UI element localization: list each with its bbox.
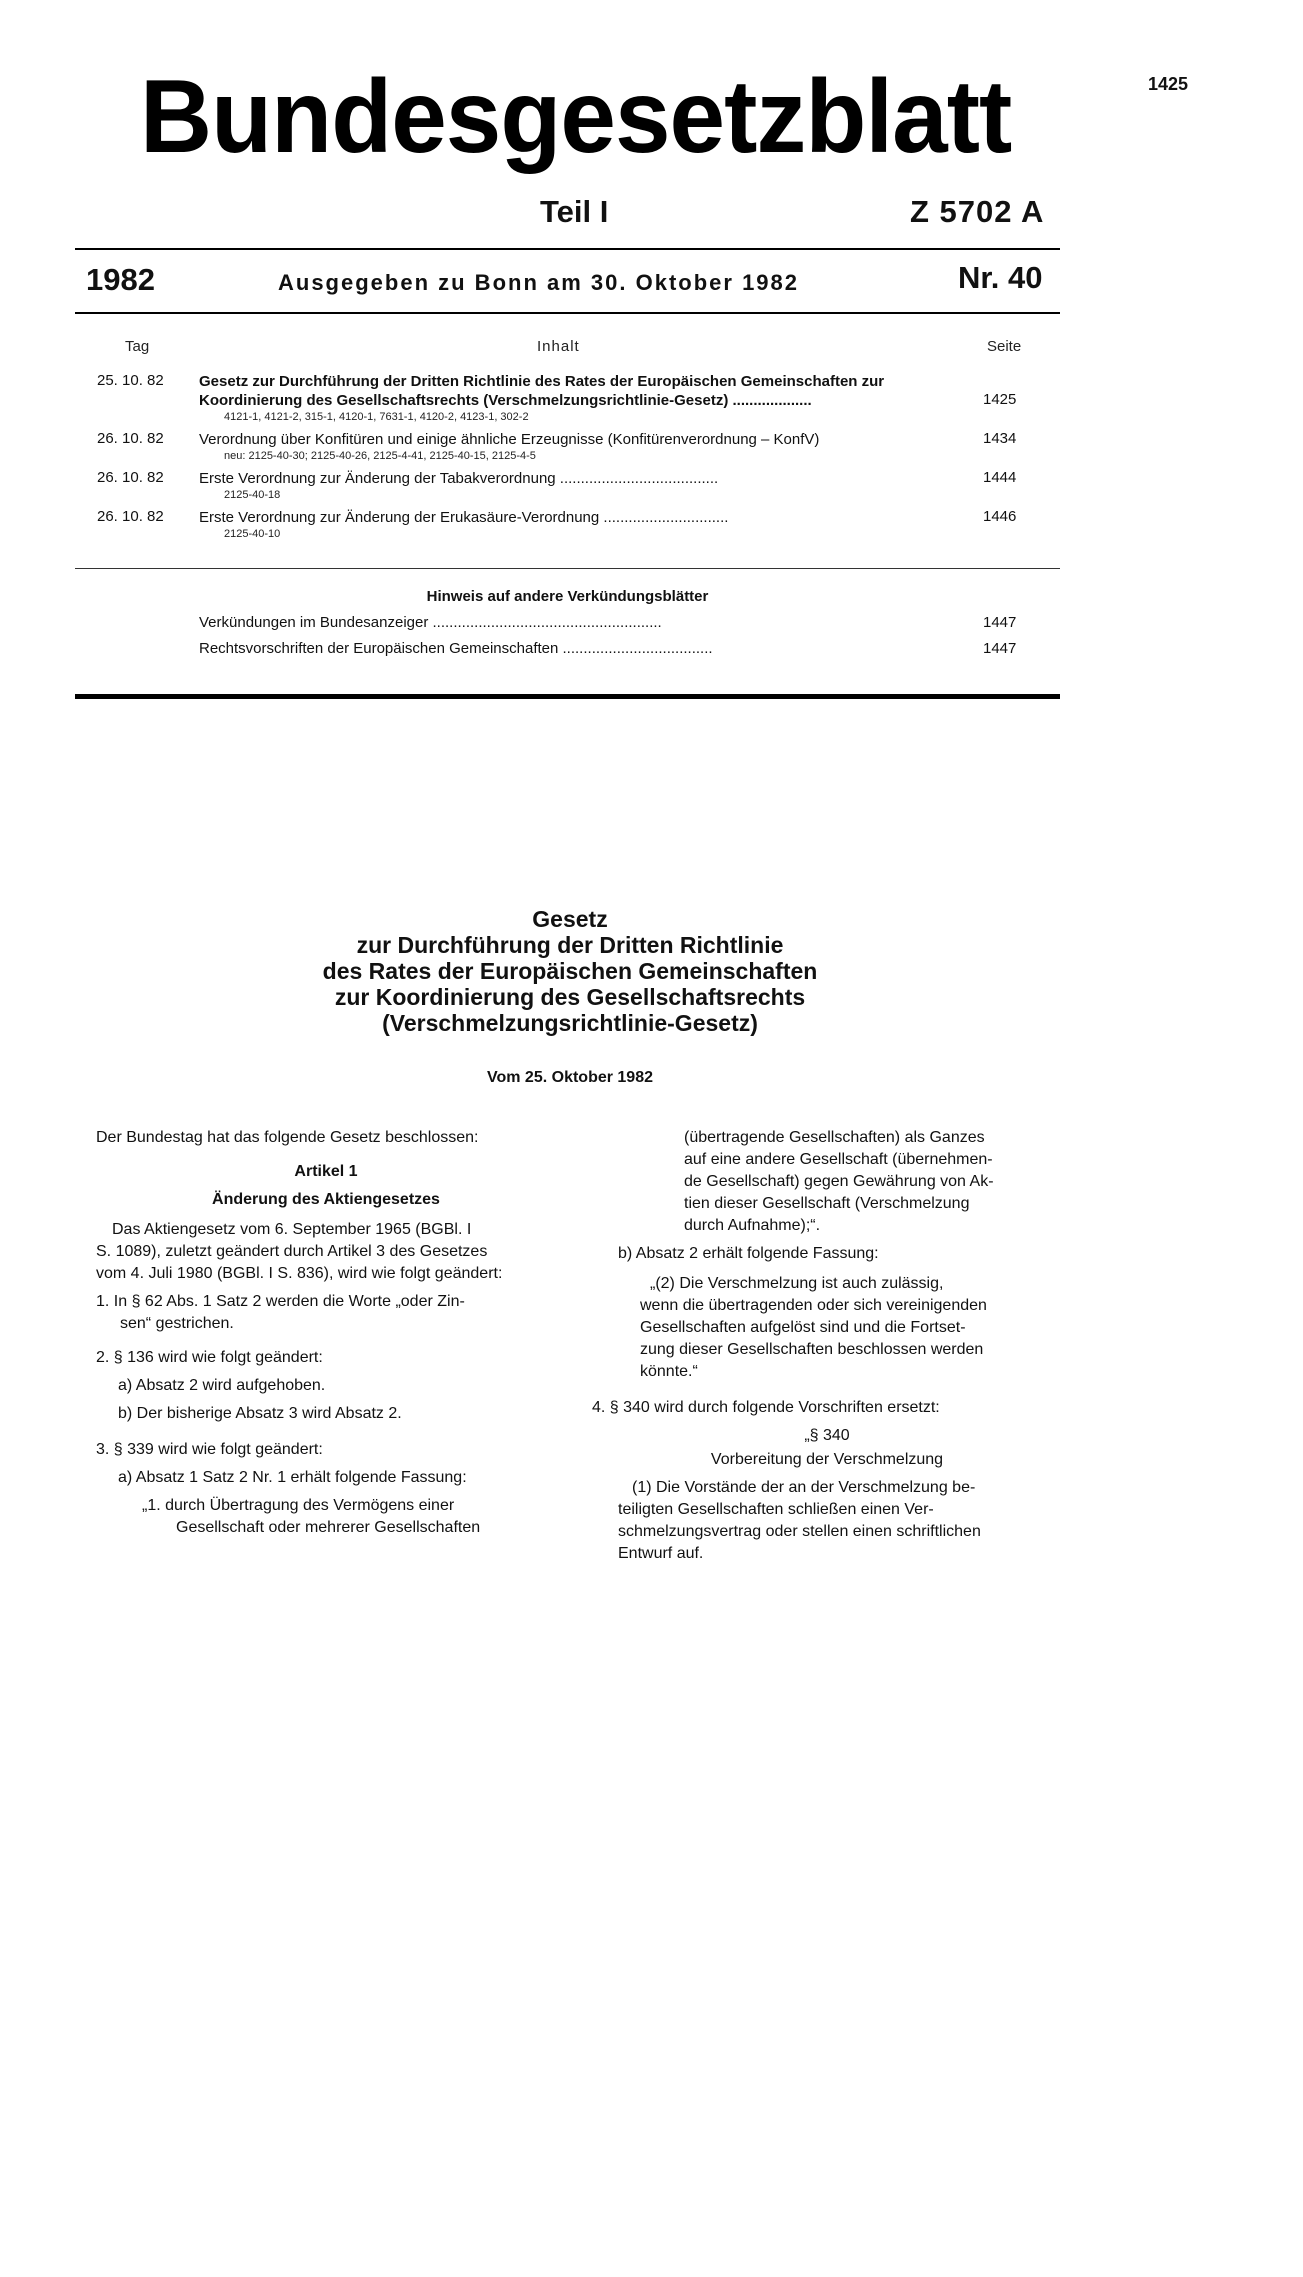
law-title-line: zur Durchführung der Dritten Richtlinie: [356, 932, 784, 958]
left-column: [96, 1127, 556, 1539]
toc-entry: [75, 372, 1060, 424]
sub-item: a) Absatz 2 wird aufgehoben.: [118, 1377, 326, 1394]
quoted-line: zung dieser Gesellschaften beschlossen werden: [640, 1341, 984, 1358]
toc-entry-title: Gesetz zur Durchführung der Dritten Richtlinie des Rates der Europäischen Gemeinschaften zur: [199, 373, 885, 390]
toc-header-page: Seite: [987, 338, 1022, 355]
toc-entry-page: 1446: [983, 508, 1017, 525]
toc-entry-page: 1434: [983, 430, 1017, 447]
paragraph-line: teiligten Gesellschaften schließen einen Ver-: [618, 1501, 934, 1518]
toc-entry: [75, 469, 1060, 502]
toc-entry-codes: 2125-40-18: [224, 489, 281, 501]
toc-entry-codes: neu: 2125-40-30; 2125-40-26, 2125-4-41, 2125-40-15, 2125-4-5: [224, 450, 536, 462]
header-bottom-rule: [75, 694, 1060, 699]
page-number: 1425: [1148, 74, 1189, 94]
table-of-contents: [75, 338, 1060, 547]
paragraph-line: S. 1089), zuletzt geändert durch Artikel 3 des Gesetzes: [96, 1243, 488, 1260]
top-rule: [75, 248, 1060, 250]
quoted-line: (übertragende Gesellschaften) als Ganzes: [684, 1129, 985, 1146]
hinweis-item: Verkündungen im Bundesanzeiger .......................................................: [199, 614, 662, 631]
toc-entry-date: 26. 10. 82: [97, 469, 164, 486]
enactment-clause: Der Bundestag hat das folgende Gesetz beschlossen:: [96, 1129, 479, 1146]
toc-entry: [75, 508, 1060, 541]
law-title-line: des Rates der Europäischen Gemeinschaften: [322, 958, 818, 984]
quoted-line: durch Aufnahme);“.: [684, 1217, 821, 1234]
law-title: [250, 906, 890, 1036]
toc-entry-title: Erste Verordnung zur Änderung der Tabakverordnung ......................................: [199, 470, 719, 487]
quoted-line: tien dieser Gesellschaft (Verschmelzung: [684, 1195, 970, 1212]
toc-entry-codes: 4121-1, 4121-2, 315-1, 4120-1, 7631-1, 4120-2, 4123-1, 302-2: [224, 411, 529, 423]
toc-entry-date: 26. 10. 82: [97, 430, 164, 447]
list-item-cont: sen“ gestrichen.: [120, 1315, 234, 1332]
quoted-line: de Gesellschaft) gegen Gewährung von Ak-: [684, 1173, 994, 1190]
paragraph-line: Das Aktiengesetz vom 6. September 1965 (BGBl. I: [112, 1221, 472, 1238]
paragraph-line: Entwurf auf.: [618, 1545, 704, 1562]
right-column: [592, 1127, 1062, 1565]
sub-item: b) Der bisherige Absatz 3 wird Absatz 2.: [118, 1405, 402, 1422]
hinweis-item-page: 1447: [983, 614, 1017, 631]
toc-entry-date: 25. 10. 82: [97, 372, 164, 389]
article-heading: Artikel 1: [294, 1163, 358, 1180]
toc-entry-codes: 2125-40-10: [224, 528, 281, 540]
hinweis-item-page: 1447: [983, 640, 1017, 657]
toc-entry-page: 1444: [983, 469, 1017, 486]
masthead: [140, 59, 1189, 175]
toc-entry: [75, 430, 1060, 463]
quoted-line: auf eine andere Gesellschaft (übernehmen-: [684, 1151, 993, 1168]
hinweis-title: Hinweis auf andere Verkündungsblätter: [426, 588, 709, 605]
article-title: Änderung des Aktiengesetzes: [212, 1191, 440, 1208]
section-number: „§ 340: [804, 1427, 850, 1444]
part-label: Teil I: [540, 194, 609, 229]
law-title-line: (Verschmelzungsrichtlinie-Gesetz): [382, 1010, 758, 1036]
issue-year: 1982: [86, 262, 155, 297]
quoted-line: „(2) Die Verschmelzung ist auch zulässig,: [650, 1275, 944, 1292]
sub-item: b) Absatz 2 erhält folgende Fassung:: [618, 1245, 879, 1262]
sub-item: a) Absatz 1 Satz 2 Nr. 1 erhält folgende Fassung:: [118, 1469, 467, 1486]
toc-entry-date: 26. 10. 82: [97, 508, 164, 525]
toc-header-content: Inhalt: [537, 338, 580, 355]
paragraph-line: vom 4. Juli 1980 (BGBl. I S. 836), wird wie folgt geändert:: [96, 1265, 503, 1282]
toc-entry-page: 1425: [983, 391, 1017, 408]
issue-rule: [75, 312, 1060, 314]
issue-number: Nr. 40: [958, 260, 1043, 295]
section-title: Vorbereitung der Verschmelzung: [710, 1451, 944, 1468]
quoted-line: Gesellschaften aufgelöst sind und die Fortset-: [640, 1319, 966, 1336]
postal-code: Z 5702 A: [910, 194, 1045, 229]
quoted-line: wenn die übertragenden oder sich vereinigenden: [640, 1297, 987, 1314]
toc-entry-title: Erste Verordnung zur Änderung der Erukasäure-Verordnung ..............................: [199, 509, 729, 526]
quoted-line: Gesellschaft oder mehrerer Gesellschaften: [176, 1519, 481, 1536]
toc-rule: [75, 568, 1060, 569]
toc-header-date: Tag: [125, 338, 150, 355]
law-date: Vom 25. Oktober 1982: [487, 1069, 653, 1086]
list-item: 4. § 340 wird durch folgende Vorschriften ersetzt:: [592, 1399, 940, 1416]
toc-entry-title-cont: Koordinierung des Gesellschaftsrechts (Verschmelzungsrichtlinie-Gesetz) ...................: [199, 392, 812, 409]
list-item: 1. In § 62 Abs. 1 Satz 2 werden die Worte „oder Zin-: [96, 1293, 465, 1310]
paragraph-line: schmelzungsvertrag oder stellen einen schriftlichen: [618, 1523, 981, 1540]
list-item: 3. § 339 wird wie folgt geändert:: [96, 1441, 323, 1458]
hinweis-item: Rechtsvorschriften der Europäischen Gemeinschaften ....................................: [199, 640, 713, 657]
paragraph-line: (1) Die Vorstände der an der Verschmelzung be-: [632, 1479, 976, 1496]
law-title-line: zur Koordinierung des Gesellschaftsrechts: [334, 984, 806, 1010]
list-item: 2. § 136 wird wie folgt geändert:: [96, 1349, 323, 1366]
law-title-line: Gesetz: [532, 906, 608, 932]
gazette-title: Bundesgesetzblatt: [140, 59, 1012, 175]
issue-date-line: Ausgegeben zu Bonn am 30. Oktober 1982: [278, 270, 800, 295]
quoted-line: „1. durch Übertragung des Vermögens einer: [142, 1497, 455, 1514]
quoted-line: könnte.“: [640, 1363, 698, 1380]
toc-header: [75, 338, 1060, 372]
toc-entry-title: Verordnung über Konfitüren und einige ähnliche Erzeugnisse (Konfitürenverordnung – KonfV): [199, 431, 820, 448]
